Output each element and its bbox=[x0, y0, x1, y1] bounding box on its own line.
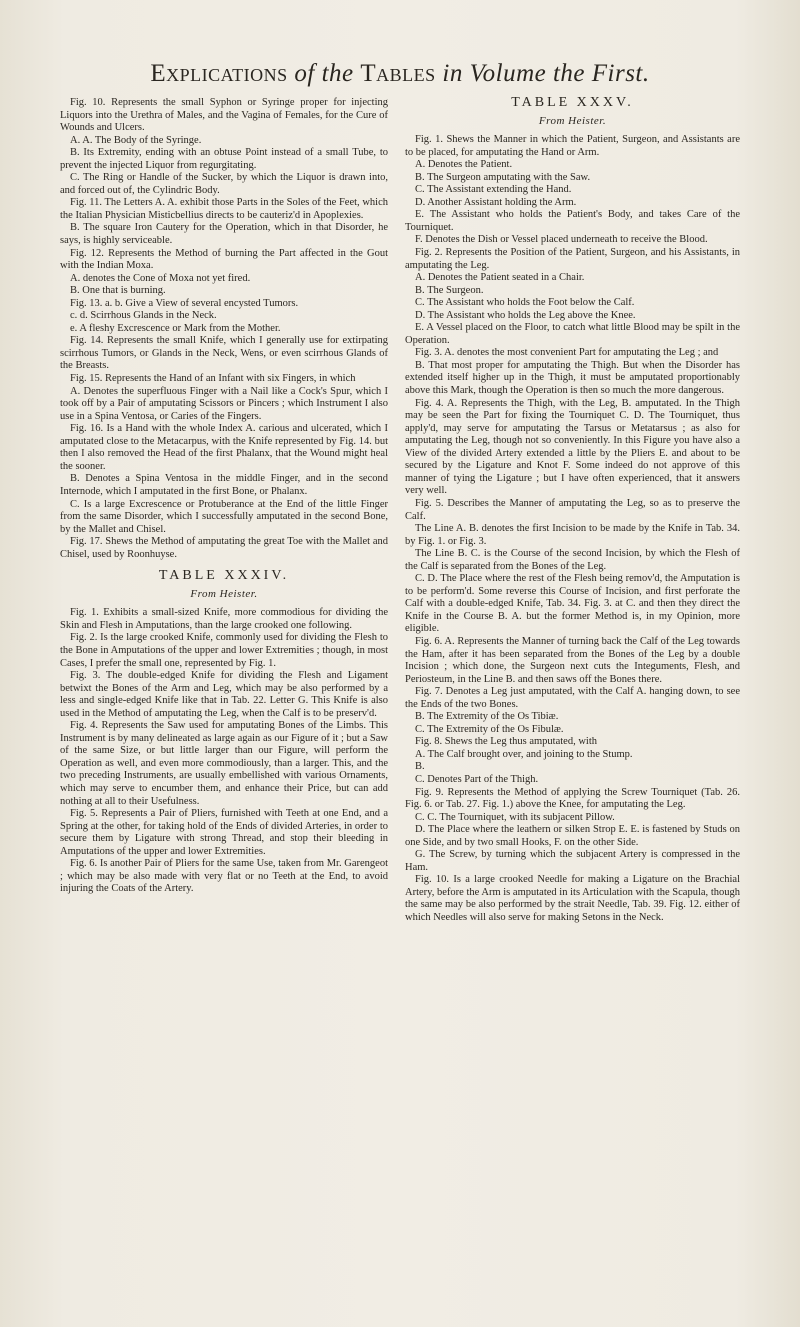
paragraph: B. Its Extremity, ending with an obtuse Point instead of a small Tube, to prevent the injected Liquor from regurgitating. bbox=[60, 147, 388, 171]
paragraph: Fig. 14. Represents the small Knife, which I generally use for extirpating scirrhous Tumors, or Glands in the Neck, Wens, or even scirrhous Glands of the Breasts. bbox=[60, 335, 388, 372]
paragraph: D. Another Assistant holding the Arm. bbox=[415, 196, 577, 208]
paragraph: B. That most proper for amputating the Thigh. But when the Disorder has extended itself higher up in the Thigh, it must be amputated proportionably above this Mark, though the Operation is then so much the more dangerous. bbox=[405, 359, 740, 397]
paragraph: E. The Assistant who holds the Patient's Body, and takes Care of the Tourniquet. bbox=[405, 209, 740, 233]
paragraph: Fig. 9. Represents the Method of applying the Screw Tourniquet (Tab. 26. Fig. 6. or Tab. 27. Fig. 1.) above the Knee, for amputating the Leg. bbox=[405, 786, 740, 811]
paragraph: E. A Vessel placed on the Floor, to catch what little Blood may be spilt in the Operation. bbox=[405, 322, 740, 346]
page-title bbox=[0, 60, 800, 88]
left-paragraphs bbox=[60, 97, 388, 561]
paragraph: A. The Calf brought over, and joining to the Stump. bbox=[415, 748, 633, 760]
title-volume: in Volume the First. bbox=[442, 60, 650, 87]
paragraph: B. The Surgeon. bbox=[415, 284, 484, 296]
table-xxxv-heading: TABLE XXXV. bbox=[511, 95, 634, 110]
paragraph: F. Denotes the Dish or Vessel placed underneath to receive the Blood. bbox=[415, 234, 708, 246]
paragraph: e. A fleshy Excrescence or Mark from the Mother. bbox=[70, 322, 281, 334]
table-xxxiv-paragraphs bbox=[60, 607, 388, 896]
title-of-the: of the bbox=[294, 60, 354, 87]
paragraph: Fig. 6. Is another Pair of Pliers for the same Use, taken from Mr. Garengeot ; which may be also made with very flat or no Teeth at the End, to avoid injuring the Coats of the Artery. bbox=[60, 858, 388, 895]
left-column bbox=[60, 97, 388, 896]
paragraph: Fig. 3. The double-edged Knife for dividing the Flesh and Ligament betwixt the Bones of the Arm and Leg, which may be also performed by a less and single-edged Knife like that in Tab. 22. Letter G. This Knife is also used in the Method of amputating the Leg, when the Calf is to be preserv'd. bbox=[60, 670, 388, 719]
paragraph: C. C. The Tourniquet, with its subjacent Pillow. bbox=[415, 811, 615, 823]
table-xxxv-source: From Heister. bbox=[538, 114, 607, 127]
paragraph: Fig. 10. Is a large crooked Needle for making a Ligature on the Brachial Artery, before the Arm is amputated in its Articulation with the Scapula, though the same may be also performed by the strait Needle, Tab. 39. Fig. 12. either of which Needles will also serve for making Setons in the Neck. bbox=[405, 874, 740, 923]
paragraph: A. Denotes the Patient seated in a Chair. bbox=[415, 272, 585, 284]
paragraph: A. A. The Body of the Syringe. bbox=[70, 134, 202, 146]
paragraph: C. The Assistant who holds the Foot below the Calf. bbox=[415, 297, 635, 309]
paragraph: Fig. 4. Represents the Saw used for amputating Bones of the Limbs. This Instrument is by many delineated as large again as our Figure of it ; but a Saw of the same Size, or but little larger than our Figure, will perform the Operation as well, and even more commodiously, than a larger. This, and the two preceding Instruments, are usually embellished with various Ornaments, which may serve to encumber them, and enhance their Price, but can add nothing at all to their Usefulness. bbox=[60, 720, 388, 807]
paragraph: Fig. 1. Exhibits a small-sized Knife, more commodious for dividing the Skin and Flesh in Amputations, than the large crooked one following. bbox=[60, 607, 388, 631]
paragraph: Fig. 17. Shews the Method of amputating the great Toe with the Mallet and Chisel, used by Roonhuyse. bbox=[60, 536, 388, 560]
table-xxxv-paragraphs bbox=[405, 134, 740, 924]
table-xxxiv-heading: TABLE XXXIV. bbox=[158, 568, 290, 584]
paragraph: C. The Ring or Handle of the Sucker, by which the Liquor is drawn into, and forced out of, the Cylindric Body. bbox=[60, 172, 388, 196]
paragraph: C. Denotes Part of the Thigh. bbox=[415, 773, 539, 785]
paragraph: Fig. 5. Represents a Pair of Pliers, furnished with Teeth at one End, and a Spring at the other, for taking hold of the Ends of divided Arteries, in order to secure them by Ligature with strong Thread, and stop their bleeding in Amputations of the upper and lower Extremities. bbox=[60, 808, 388, 857]
paragraph: Fig. 2. Represents the Position of the Patient, Surgeon, and his Assistants, in amputating the Leg. bbox=[405, 247, 740, 271]
paragraph: D. The Assistant who holds the Leg above the Knee. bbox=[415, 309, 636, 321]
title-explications: Explications bbox=[150, 60, 288, 87]
paragraph: Fig. 8. Shews the Leg thus amputated, with bbox=[415, 736, 597, 748]
title-tables: Tables bbox=[360, 60, 436, 87]
paragraph: Fig. 5. Describes the Manner of amputating the Leg, so as to preserve the Calf. bbox=[405, 497, 740, 522]
paragraph: Fig. 15. Represents the Hand of an Infant with six Fingers, in which bbox=[70, 373, 356, 385]
paragraph: D. The Place where the leathern or silken Strop E. E. is fastened by Studs on one Side, and by two small Hooks, F. on the other Side. bbox=[405, 824, 740, 848]
paragraph: Fig. 11. The Letters A. A. exhibit those Parts in the Soles of the Feet, which the Italian Physician Misticbellius directs to be cauteriz'd in Apoplexies. bbox=[60, 197, 388, 221]
paragraph: B. The Surgeon amputating with the Saw. bbox=[415, 171, 591, 183]
paragraph: c. d. Scirrhous Glands in the Neck. bbox=[70, 310, 217, 322]
right-column bbox=[405, 97, 740, 925]
paragraph: Fig. 1. Shews the Manner in which the Patient, Surgeon, and Assistants are to be placed, for amputating the Hand or Arm. bbox=[405, 134, 740, 158]
paragraph: B. The Extremity of the Os Tibiæ. bbox=[415, 711, 559, 723]
paragraph: G. The Screw, by turning which the subjacent Artery is compressed in the Ham. bbox=[405, 849, 740, 873]
paragraph: A. Denotes the superfluous Finger with a Nail like a Cock's Spur, which I took off by a Pair of amputating Scissors or Pincers ; which Instrument I also use in a Spina Ventosa, or Caries of the Fingers. bbox=[60, 385, 388, 422]
paragraph: C. D. The Place where the rest of the Flesh being remov'd, the Amputation is to be perform'd. Some reverse this Course of Incision, and first perforate the Calf with a double-edged Knife, Tab. 34. Fig. 3. at C. and then they direct the Knife in the Course B. A. but the former Method is, in my Opinion, more eligible. bbox=[405, 573, 740, 635]
paragraph: Fig. 3. A. denotes the most convenient Part for amputating the Leg ; and bbox=[415, 347, 719, 359]
paragraph: B. bbox=[415, 761, 425, 773]
paragraph: B. The square Iron Cautery for the Operation, which in that Disorder, he says, is highly serviceable. bbox=[60, 222, 388, 247]
paragraph: Fig. 2. Is the large crooked Knife, commonly used for dividing the Flesh to the Bone in Amputations of the upper and lower Extremities ; though, in most Cases, I prefer the small one, represented by Fig. 1. bbox=[60, 632, 388, 669]
paragraph: Fig. 6. A. Represents the Manner of turning back the Calf of the Leg towards the Ham, after it has been separated from the Bones of the Leg by a double Incision ; which done, the Surgeon next cuts the Integuments, Flesh, and Periosteum, in the Line B. and then saws off the Bones there. bbox=[405, 635, 740, 685]
paragraph: Fig. 4. A. Represents the Thigh, with the Leg, B. amputated. In the Thigh may be seen the Part for fixing the Tourniquet C. D. The Tourniquet, thus apply'd, may serve for amputating the Tarsus or Metatarsus ; as also for amputating the Leg, though not so conveniently. In this Figure you have also a View of the divided Artery extended a little by the Pliers E. and about to be secured by the Ligature and Knot F. Some indeed do not approve of this manner of tying the Ligature ; but I have often experienced, that it answers very well. bbox=[405, 397, 740, 497]
paragraph: A. denotes the Cone of Moxa not yet fired. bbox=[70, 272, 251, 284]
paragraph: Fig. 13. a. b. Give a View of several encysted Tumors. bbox=[70, 297, 299, 309]
paragraph: C. Is a large Excrescence or Protuberance at the End of the little Finger from the same Disorder, which I successfully amputated in the second Bone, by the Mallet and Chisel. bbox=[60, 498, 388, 535]
paragraph: C. The Assistant extending the Hand. bbox=[415, 184, 572, 196]
paragraph: The Line A. B. denotes the first Incision to be made by the Knife in Tab. 34. by Fig. 1. or Fig. 3. bbox=[405, 523, 740, 547]
paragraph: Fig. 12. Represents the Method of burning the Part affected in the Gout with the Indian Moxa. bbox=[60, 247, 388, 272]
paragraph: B. One that is burning. bbox=[70, 285, 166, 297]
paragraph: Fig. 10. Represents the small Syphon or Syringe proper for injecting Liquors into the Urethra of Males, and the Vagina of Females, for the Cure of Wounds and Ulcers. bbox=[60, 97, 388, 134]
paragraph: A. Denotes the Patient. bbox=[415, 159, 513, 171]
paragraph: C. The Extremity of the Os Fibulæ. bbox=[415, 723, 564, 735]
table-xxxiv-source: From Heister. bbox=[190, 587, 258, 600]
paragraph: The Line B. C. is the Course of the second Incision, by which the Flesh of the Calf is separated from the Bones of the Leg. bbox=[405, 548, 740, 572]
paragraph: B. Denotes a Spina Ventosa in the middle Finger, and in the second Internode, which I amputated in the first Bone, or Phalanx. bbox=[60, 473, 388, 497]
paragraph: Fig. 7. Denotes a Leg just amputated, with the Calf A. hanging down, to see the Ends of the two Bones. bbox=[405, 686, 740, 710]
paragraph: Fig. 16. Is a Hand with the whole Index A. carious and ulcerated, which I amputated close to the Metacarpus, with the Knife represented by Fig. 14. but then I also removed the Head of the first Phalanx, that the Wound might heal the sooner. bbox=[60, 423, 388, 472]
